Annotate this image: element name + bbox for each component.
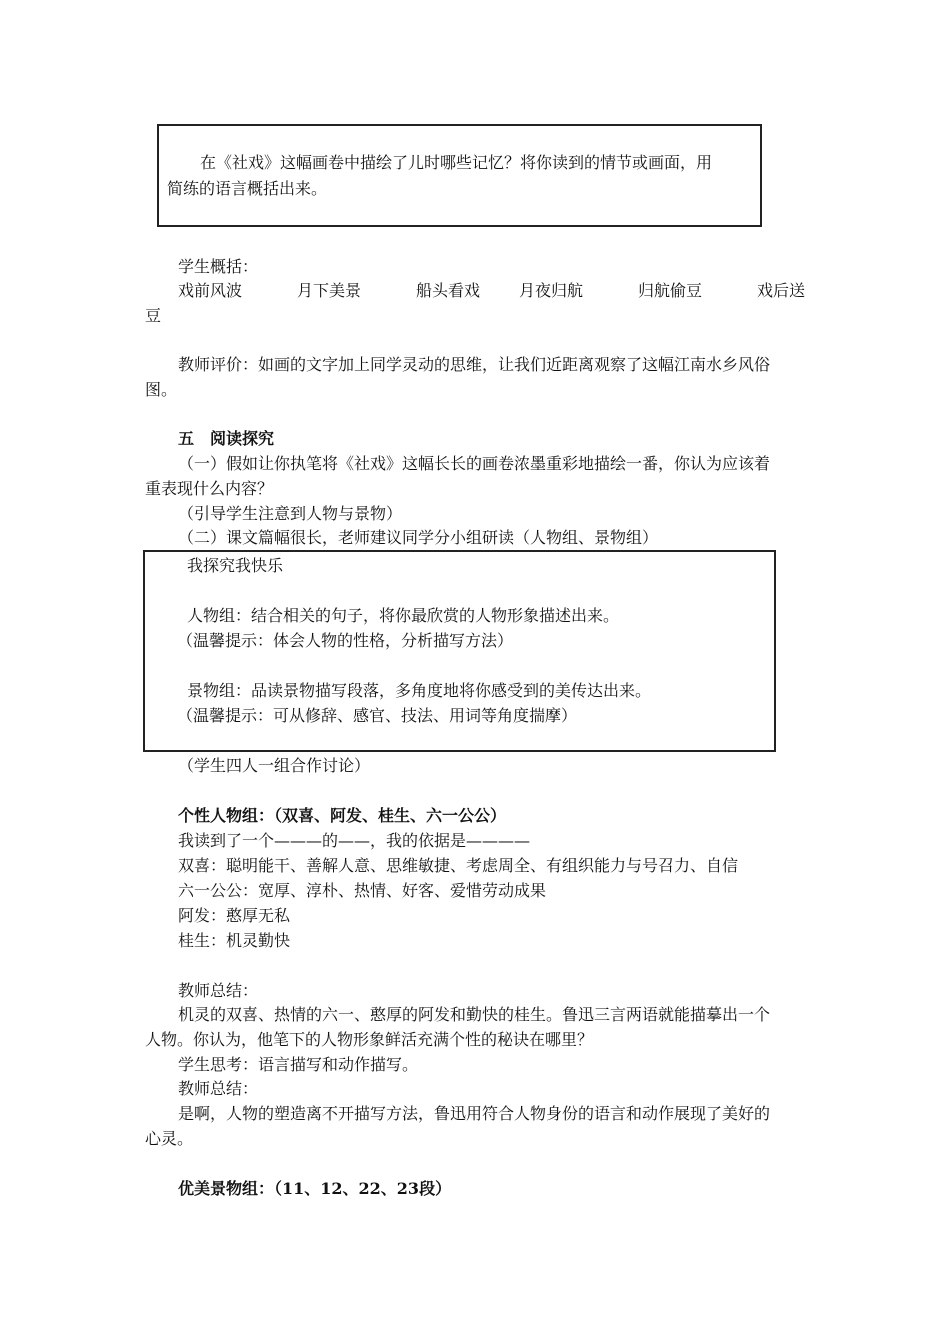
inquiry-title: 我探究我快乐	[187, 556, 284, 575]
scenery-heading: 优美景物组：（11、12、22、23段）	[178, 1179, 452, 1198]
character-afa: 阿发：憨厚无私	[178, 906, 291, 925]
characters-template: 我读到了一个———的——，我的依据是————	[178, 831, 531, 850]
question-two: （二）课文篇幅很长，老师建议同学分小组研读（人物组、景物组）	[178, 528, 659, 547]
teacher-eval-line-2: 图。	[145, 380, 178, 399]
teacher-summary-line-2: 人物。你认为，他笔下的人物形象鲜活充满个性的秘诀在哪里？	[145, 1030, 594, 1049]
summary-label: 学生概括：	[178, 257, 259, 276]
summary-item: 船头看戏	[416, 281, 481, 300]
question-line-2: 简练的语言概括出来。	[167, 179, 328, 198]
hint-people: （温馨提示：体会人物的性格，分析描写方法）	[177, 631, 514, 650]
section-heading: 五 阅读探究	[178, 429, 275, 448]
summary-item: 归航偷豆	[638, 281, 703, 300]
summary-wrap: 豆	[145, 306, 162, 325]
summary-item: 月夜归航	[519, 281, 584, 300]
student-thinking: 学生思考：语言描写和动作描写。	[178, 1055, 419, 1074]
summary-item: 戏后送	[757, 281, 806, 300]
teacher-eval-line-1: 教师评价：如画的文字加上同学灵动的思维，让我们近距离观察了这幅江南水乡风俗	[178, 355, 771, 374]
summary-item: 戏前风波	[178, 281, 243, 300]
teacher-summary-label-2: 教师总结：	[178, 1079, 259, 1098]
characters-heading: 个性人物组：（双喜、阿发、桂生、六一公公）	[178, 806, 507, 825]
hint-scenery: （温馨提示：可从修辞、感官、技法、用词等角度揣摩）	[177, 706, 578, 725]
character-guisheng: 桂生：机灵勤快	[178, 931, 291, 950]
character-shuangxi: 双喜：聪明能干、善解人意、思维敏捷、考虑周全、有组织能力与号召力、自信	[178, 856, 739, 875]
discussion-note: （学生四人一组合作讨论）	[178, 756, 371, 775]
teacher-summary2-line-2: 心灵。	[145, 1129, 194, 1148]
teacher-summary-label: 教师总结：	[178, 981, 259, 1000]
teacher-summary2-line-1: 是啊，人物的塑造离不开描写方法，鲁迅用符合人物身份的语言和动作展现了美好的	[178, 1104, 771, 1123]
teacher-summary-line-1: 机灵的双喜、热情的六一、憨厚的阿发和勤快的桂生。鲁迅三言两语就能描摹出一个	[178, 1005, 771, 1024]
character-liuyi: 六一公公：宽厚、淳朴、热情、好客、爱惜劳动成果	[178, 881, 547, 900]
question-one-hint: （引导学生注意到人物与景物）	[178, 504, 403, 523]
question-one-line-2: 重表现什么内容？	[145, 479, 274, 498]
summary-item: 月下美景	[297, 281, 362, 300]
question-box	[157, 124, 762, 227]
group-people: 人物组：结合相关的句子，将你最欣赏的人物形象描述出来。	[187, 606, 620, 625]
question-one-line-1: （一）假如让你执笔将《社戏》这幅长长的画卷浓墨重彩地描绘一番，你认为应该着	[178, 454, 771, 473]
question-line-1: 在《社戏》这幅画卷中描绘了儿时哪些记忆？将你读到的情节或画面，用	[200, 153, 713, 172]
group-scenery: 景物组：品读景物描写段落，多角度地将你感受到的美传达出来。	[187, 681, 652, 700]
